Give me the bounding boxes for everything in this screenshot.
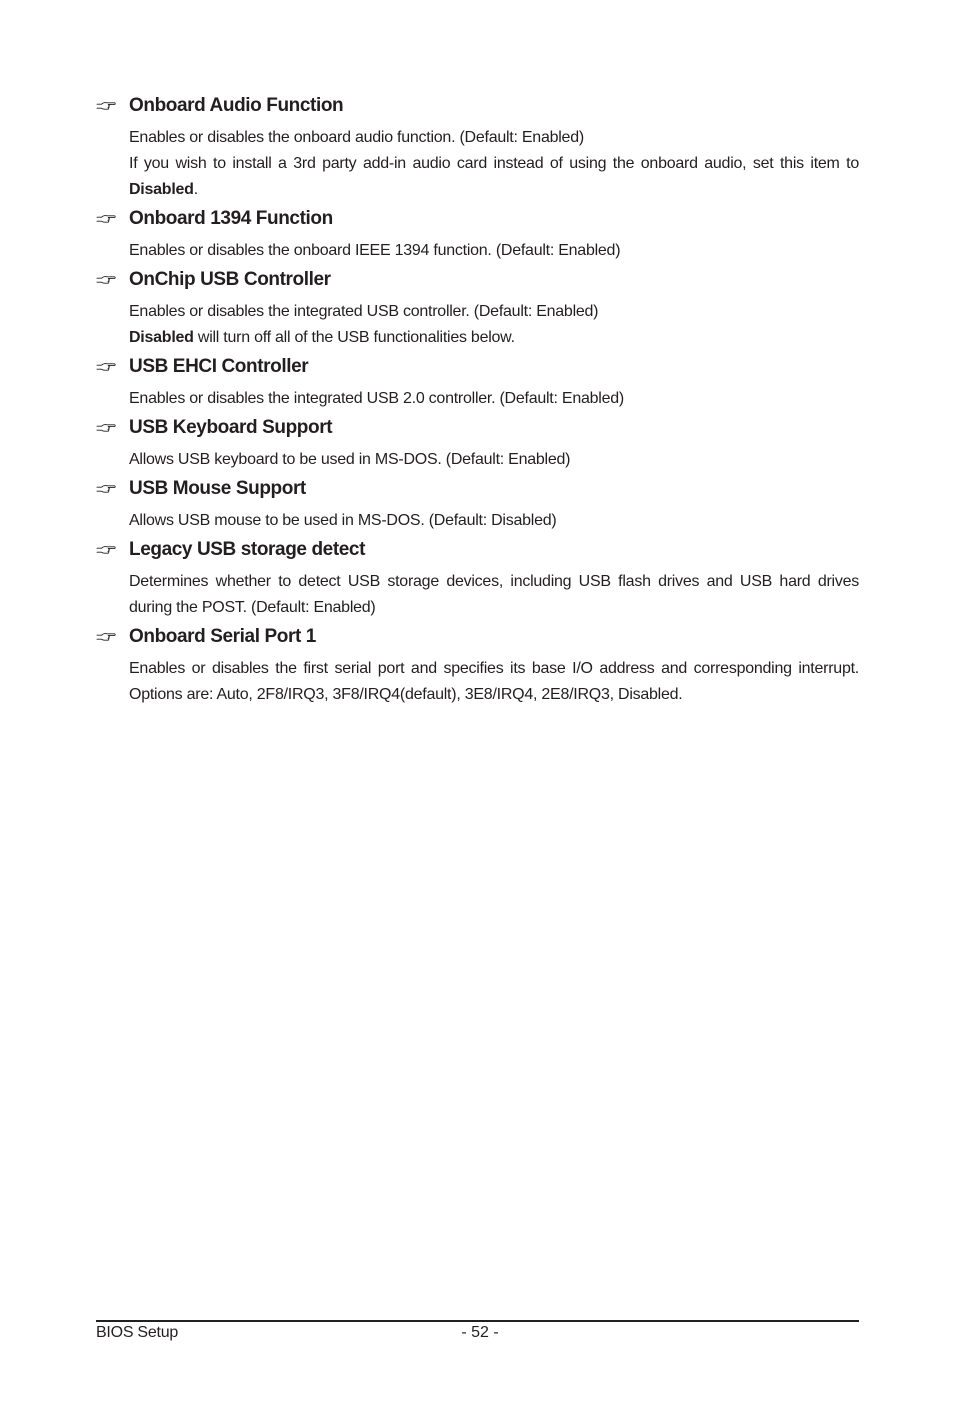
pointing-hand-icon (96, 267, 129, 293)
text-run: will turn off all of the USB functionalities below. (193, 329, 515, 346)
section-title: OnChip USB Controller (129, 269, 331, 290)
description-paragraph (129, 325, 859, 351)
text-run: If you wish to install a 3rd party add-in audio card instead of using the onboard audio, set this item to (129, 155, 859, 172)
section-heading (96, 206, 859, 232)
description-paragraph (129, 125, 859, 151)
section-description (129, 502, 859, 537)
section-description (129, 293, 859, 354)
pointing-hand-icon (96, 206, 129, 232)
emphasis-text: Disabled (129, 181, 194, 198)
pointing-hand-icon (96, 93, 129, 119)
section-usb-keyboard-support (96, 415, 859, 476)
pointing-hand-icon (96, 537, 129, 563)
text-run: Enables or disables the onboard audio function. (Default: Enabled) (129, 129, 584, 146)
document-body (96, 93, 859, 711)
text-run: Enables or disables the first serial port and specifies its base I/O address and corresponding interrupt. Options are: Auto, 2F8/IRQ3, 3F8/IRQ4(default), 3E8/IRQ4, 2E8/IRQ3, Disabled. (129, 660, 859, 703)
section-onboard-serial-port-1 (96, 624, 859, 711)
section-title: USB Keyboard Support (129, 417, 333, 438)
section-onchip-usb-controller (96, 267, 859, 354)
section-title: Onboard Audio Function (129, 95, 344, 116)
section-onboard-audio-function (96, 93, 859, 206)
section-title: USB Mouse Support (129, 478, 306, 499)
section-heading (96, 624, 859, 650)
description-paragraph (129, 569, 859, 621)
section-description (129, 232, 859, 267)
pointing-hand-icon (96, 624, 129, 650)
section-description (129, 563, 859, 624)
text-run: Determines whether to detect USB storage devices, including USB flash drives and USB hard drives during the POST. (Default: Enabled) (129, 573, 859, 616)
description-paragraph (129, 299, 859, 325)
section-title: Onboard 1394 Function (129, 208, 333, 229)
emphasis-text: Disabled (129, 329, 194, 346)
text-run: Enables or disables the onboard IEEE 1394 function. (Default: Enabled) (129, 242, 621, 259)
section-heading (96, 267, 859, 293)
section-title: Legacy USB storage detect (129, 539, 366, 560)
section-title: USB EHCI Controller (129, 356, 309, 377)
section-description (129, 441, 859, 476)
section-description (129, 380, 859, 415)
text-run: . (193, 181, 198, 198)
page-number: - 52 - (461, 1324, 499, 1341)
footer-section-label: BIOS Setup (96, 1324, 178, 1341)
pointing-hand-icon (96, 354, 129, 380)
text-run: Enables or disables the integrated USB controller. (Default: Enabled) (129, 303, 599, 320)
section-description (129, 119, 859, 206)
section-heading (96, 537, 859, 563)
section-description (129, 650, 859, 711)
description-paragraph (129, 386, 859, 412)
section-heading (96, 415, 859, 441)
description-paragraph (129, 508, 859, 534)
text-run: Allows USB mouse to be used in MS-DOS. (Default: Disabled) (129, 512, 557, 529)
text-run: Enables or disables the integrated USB 2.0 controller. (Default: Enabled) (129, 390, 624, 407)
section-onboard-1394-function (96, 206, 859, 267)
text-run: Allows USB keyboard to be used in MS-DOS. (Default: Enabled) (129, 451, 571, 468)
section-heading (96, 93, 859, 119)
description-paragraph (129, 151, 859, 203)
description-paragraph (129, 447, 859, 473)
section-legacy-usb-storage-detect (96, 537, 859, 624)
section-title: Onboard Serial Port 1 (129, 626, 316, 647)
pointing-hand-icon (96, 415, 129, 441)
pointing-hand-icon (96, 476, 129, 502)
section-usb-ehci-controller (96, 354, 859, 415)
section-usb-mouse-support (96, 476, 859, 537)
section-heading (96, 354, 859, 380)
description-paragraph (129, 238, 859, 264)
description-paragraph (129, 656, 859, 708)
section-heading (96, 476, 859, 502)
